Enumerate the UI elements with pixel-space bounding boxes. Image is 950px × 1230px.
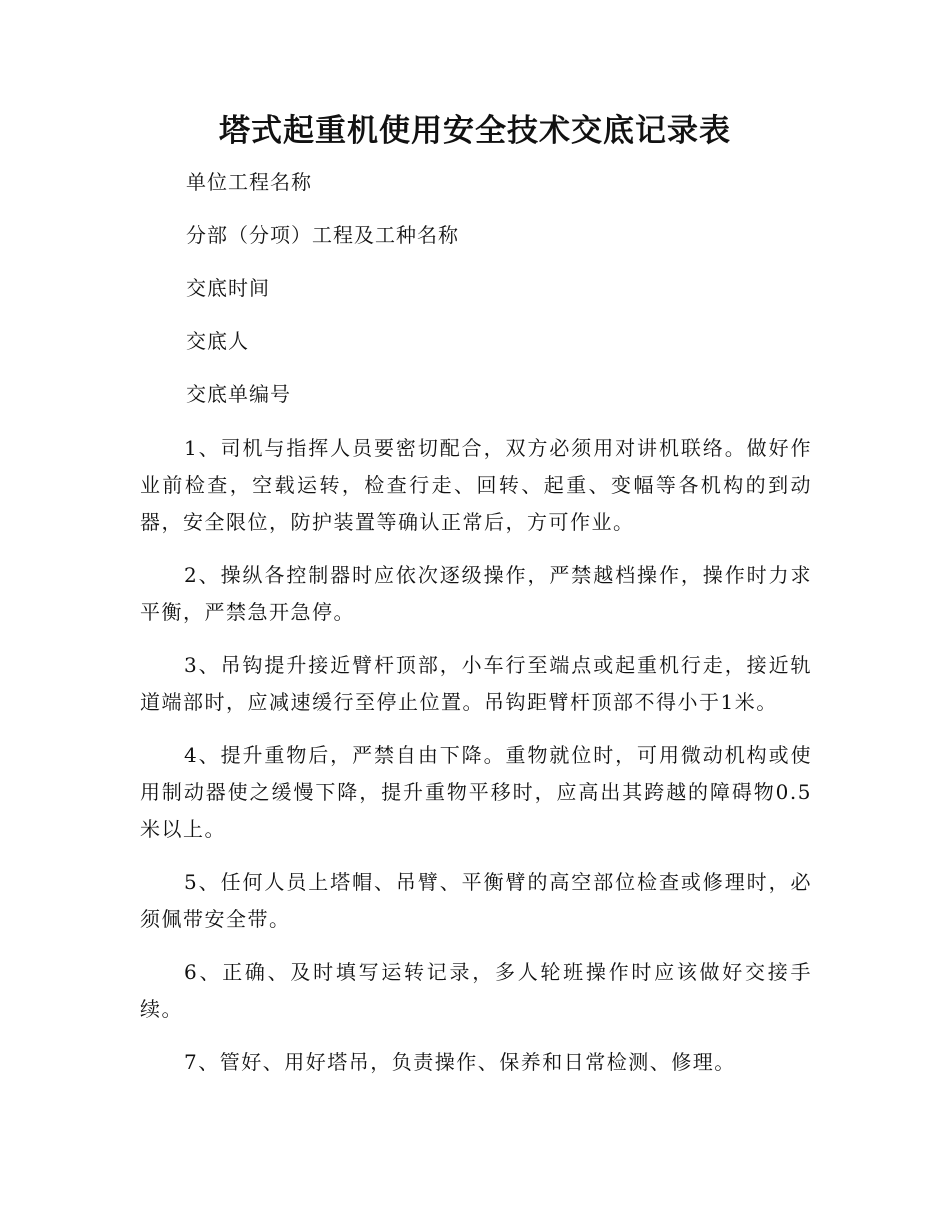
safety-item-7: 7、管好、用好塔吊，负责操作、保养和日常检测、修理。 — [184, 1050, 736, 1074]
document-title: 塔式起重机使用安全技术交底记录表 — [219, 113, 731, 149]
safety-item-4: 4、提升重物后，严禁自由下降。重物就位时，可用微动机构或使用制动器使之缓慢下降，提升重物平移时，应高出其跨越的障碍物0.5米以上。 — [140, 743, 812, 841]
header-fields — [186, 166, 826, 431]
safety-item-5: 5、任何人员上塔帽、吊臂、平衡臂的高空部位检查或修理时，必须佩带安全带。 — [140, 870, 812, 931]
safety-item-1: 1、司机与指挥人员要密切配合，双方必须用对讲机联络。做好作业前检查，空载运转，检查行走、回转、起重、变幅等各机构的到动器，安全限位，防护装置等确认正常后，方可作业。 — [140, 436, 812, 534]
safety-item-3: 3、吊钩提升接近臂杆顶部，小车行至端点或起重机行走，接近轨道端部时，应减速缓行至停止位置。吊钩距臂杆顶部不得小于1米。 — [140, 653, 812, 714]
field-unit-project-name: 单位工程名称 — [186, 170, 312, 194]
safety-item-2: 2、操纵各控制器时应依次逐级操作，严禁越档操作，操作时力求平衡，严禁急开急停。 — [140, 563, 812, 624]
safety-item-6: 6、正确、及时填写运转记录，多人轮班操作时应该做好交接手续。 — [140, 960, 812, 1021]
safety-items — [140, 430, 812, 1097]
field-briefing-number: 交底单编号 — [186, 382, 291, 406]
field-division-and-trade-name: 分部（分项）工程及工种名称 — [186, 223, 459, 247]
field-briefing-time: 交底时间 — [186, 276, 270, 300]
field-briefing-person: 交底人 — [186, 329, 249, 353]
